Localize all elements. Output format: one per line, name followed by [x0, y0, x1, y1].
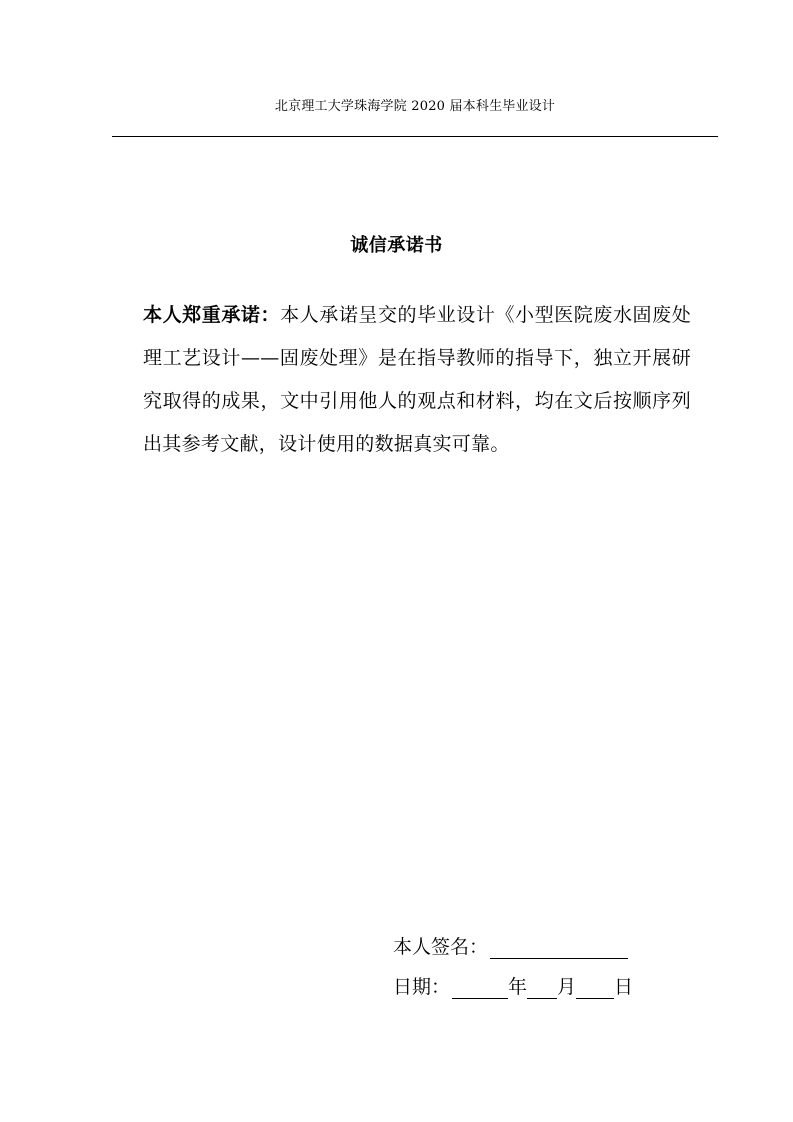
- year-label: 年: [508, 976, 528, 998]
- signature-blank: [490, 934, 628, 959]
- month-label: 月: [557, 976, 577, 998]
- signature-row: [393, 922, 633, 962]
- day-label: 日: [614, 976, 634, 998]
- pledge-body: 本人承诺呈交的毕业设计《小型医院废水固废处理工艺设计——固废处理》是在指导教师的指导下，独立开展研究取得的成果，文中引用他人的观点和材料，均在文后按顺序列出其参考文献，设计使用的数据真实可靠。: [143, 304, 691, 455]
- date-row: [393, 962, 633, 1002]
- signature-block: [393, 922, 633, 1002]
- day-blank: [576, 974, 614, 999]
- document-title: 诚信承诺书: [350, 235, 443, 256]
- month-blank: [527, 974, 557, 999]
- pledge-lead: 本人郑重承诺：: [143, 304, 281, 326]
- signature-label: 本人签名：: [393, 936, 489, 958]
- header-divider: [112, 136, 718, 137]
- page-header: 北京理工大学珠海学院 2020 届本科生毕业设计: [274, 99, 556, 114]
- date-label: 日期：: [393, 976, 451, 998]
- pledge-statement: [143, 294, 691, 466]
- year-blank: [452, 974, 508, 999]
